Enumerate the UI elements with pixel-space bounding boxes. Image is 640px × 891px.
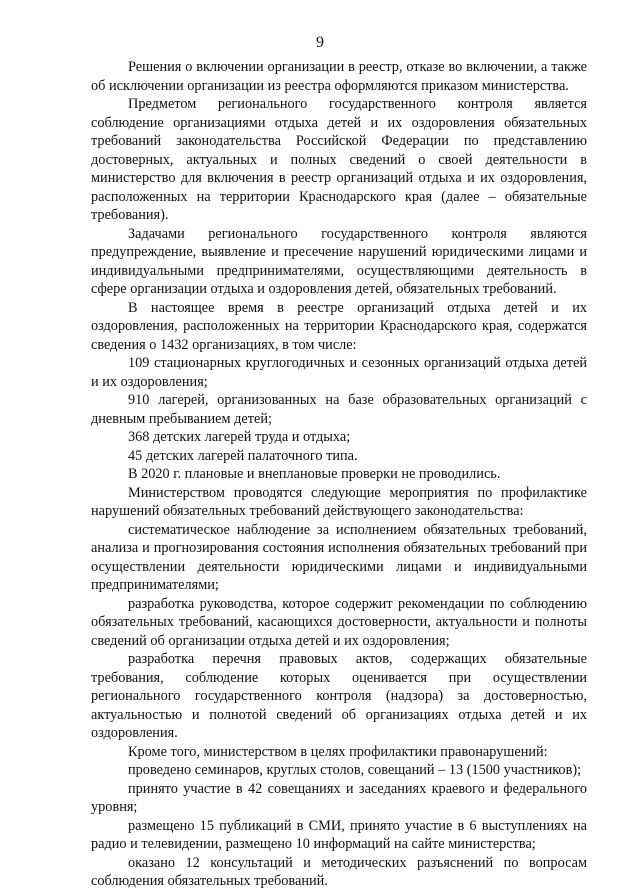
- list-item-day-camps: 910 лагерей, организованных на базе образовательных организаций с дневным пребыванием детей;: [91, 392, 587, 427]
- list-item-guidance: разработка руководства, которое содержит рекомендации по соблюдению обязательных требований, касающихся достоверности, актуальности и полноты сведений об организации отдыха детей и их оздоровления;: [91, 595, 587, 649]
- list-item-legal-acts: разработка перечня правовых актов, содержащих обязательные требования, соблюдение которых оценивается при осуществлении регионального государственного контроля (надзора) за достоверностью, актуальностью и полнотой сведений об организациях отдыха детей и их оздоровления.: [91, 651, 587, 741]
- list-item-consultations: оказано 12 консультаций и методических разъяснений по вопросам соблюдения обязательных требований.: [91, 854, 587, 889]
- paragraph-control-tasks: Задачами регионального государственного контроля являются предупреждение, выявление и пресечение нарушений юридическими лицами и индивидуальными предпринимателями, осуществляющими деятельность в сфере организации отдыха и оздоровления детей, обязательных требований.: [91, 225, 587, 297]
- list-item-monitoring: систематическое наблюдение за исполнением обязательных требований, анализа и прогнозирования состояния исполнения обязательных требований при осуществлении деятельности юридическими лицами и индивидуальными предпринимателями;: [91, 521, 587, 593]
- paragraph-control-subject: Предметом регионального государственного контроля является соблюдение организациями отдыха детей и их оздоровления обязательных требований законодательства Российской Федерации по представлению достоверных, актуальных и полных сведений о своей деятельности в министерство для включения в реестр организаций отдыха и их оздоровления, расположенных на территории Краснодарского края (далее – обязательные требования).: [91, 96, 587, 223]
- paragraph-registry-count: В настоящее время в реестре организаций отдыха детей и их оздоровления, расположенных на территории Краснодарского края, содержатся сведения о 1432 организациях, в том числе:: [91, 299, 587, 353]
- list-item-meetings: принято участие в 42 совещаниях и заседаниях краевого и федерального уровня;: [91, 780, 587, 815]
- document-body: [91, 58, 587, 891]
- list-item-labor-camps: 368 детских лагерей труда и отдыха;: [128, 429, 351, 445]
- list-item-media: размещено 15 публикаций в СМИ, принято участие в 6 выступлениях на радио и телевидении, размещено 10 информаций на сайте министерства;: [91, 817, 587, 852]
- paragraph-additionally: Кроме того, министерством в целях профилактики правонарушений:: [128, 743, 548, 760]
- list-item-stationary: 109 стационарных круглогодичных и сезонных организаций отдыха детей и их оздоровления;: [91, 355, 587, 390]
- paragraph-inspections-2020: В 2020 г. плановые и внеплановые проверки не проводились.: [128, 466, 501, 482]
- paragraph-registry-decisions: Решения о включении организации в реестр, отказе во включении, а также об исключении организации из реестра оформляются приказом министерства.: [91, 59, 587, 94]
- list-item-tent-camps: 45 детских лагерей палаточного типа.: [128, 447, 358, 464]
- list-item-seminars: проведено семинаров, круглых столов, совещаний – 13 (1500 участников);: [128, 762, 582, 778]
- paragraph-prevention-measures: Министерством проводятся следующие мероприятия по профилактике нарушений обязательных требований действующего законодательства:: [91, 484, 587, 519]
- page-number: 9: [316, 34, 324, 51]
